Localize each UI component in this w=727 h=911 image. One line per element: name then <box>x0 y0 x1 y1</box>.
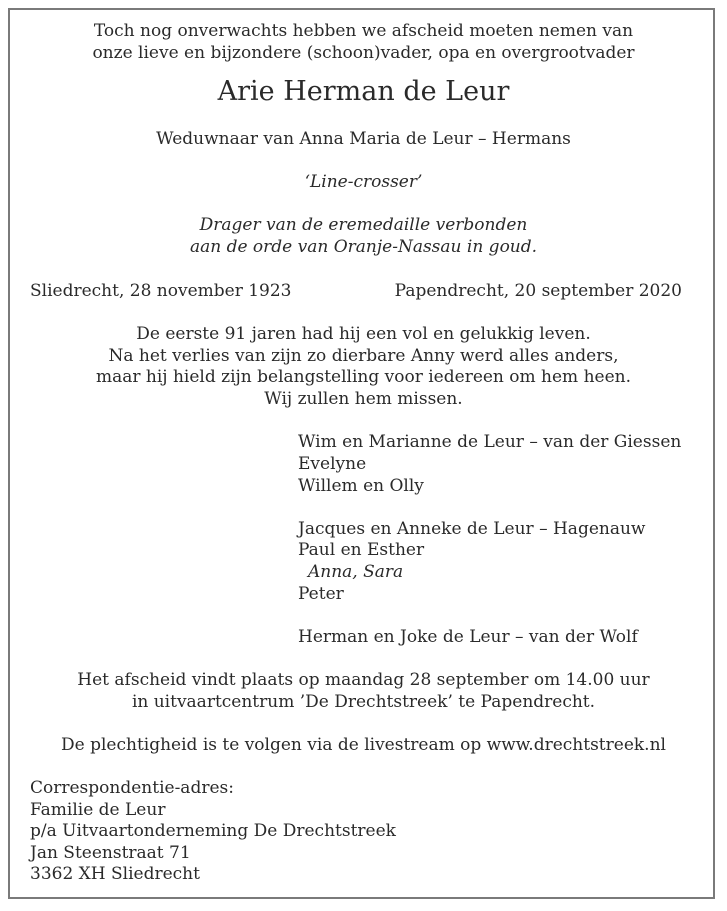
family-member-great-grandchildren: Anna, Sara <box>308 562 404 582</box>
tribute-line-3: maar hij hield zijn belangstelling voor iedereen om hem heen. <box>95 367 632 387</box>
family-member: Peter <box>298 584 344 604</box>
birth-place-date: Sliedrecht, 28 november 1923 <box>30 281 292 301</box>
tribute-line-4: Wij zullen hem missen. <box>264 389 463 409</box>
intro-line-1: Toch nog onverwachts hebben we afscheid moeten nemen van <box>93 21 634 41</box>
address-heading: Correspondentie-adres: <box>30 778 234 798</box>
address-line: p/a Uitvaartonderneming De Drechtstreek <box>30 821 396 841</box>
address-line: 3362 XH Sliedrecht <box>30 864 200 884</box>
deceased-name: Arie Herman de Leur <box>217 76 510 107</box>
spouse-line: Weduwnaar van Anna Maria de Leur – Hermans <box>156 129 571 149</box>
family-member: Jacques en Anneke de Leur – Hagenauw <box>298 519 646 539</box>
address-line: Jan Steenstraat 71 <box>30 843 191 863</box>
tribute-line-1: De eerste 91 jaren had hij een vol en gelukkig leven. <box>136 324 591 344</box>
intro-line-2: onze lieve en bijzondere (schoon)vader, opa en overgrootvader <box>92 43 635 63</box>
livestream-line: De plechtigheid is te volgen via de livestream op www.drechtstreek.nl <box>61 735 666 755</box>
honor-line-2: aan de orde van Oranje-Nassau in goud. <box>189 237 538 257</box>
nickname: ‘Line-crosser’ <box>304 172 423 192</box>
family-member: Wim en Marianne de Leur – van der Giessen <box>298 432 682 452</box>
family-member: Paul en Esther <box>298 540 425 560</box>
honor-line-1: Drager van de eremedaille verbonden <box>199 215 528 235</box>
ceremony-line-1: Het afscheid vindt plaats op maandag 28 september om 14.00 uur <box>77 670 650 690</box>
family-member: Herman en Joke de Leur – van der Wolf <box>298 627 638 647</box>
family-member: Evelyne <box>298 454 367 474</box>
family-member: Willem en Olly <box>298 476 424 496</box>
tribute-line-2: Na het verlies van zijn zo dierbare Anny werd alles anders, <box>108 346 619 366</box>
address-line: Familie de Leur <box>30 800 166 820</box>
ceremony-line-2: in uitvaartcentrum ’De Drechtstreek’ te Papendrecht. <box>131 692 596 712</box>
death-place-date: Papendrecht, 20 september 2020 <box>394 281 682 301</box>
